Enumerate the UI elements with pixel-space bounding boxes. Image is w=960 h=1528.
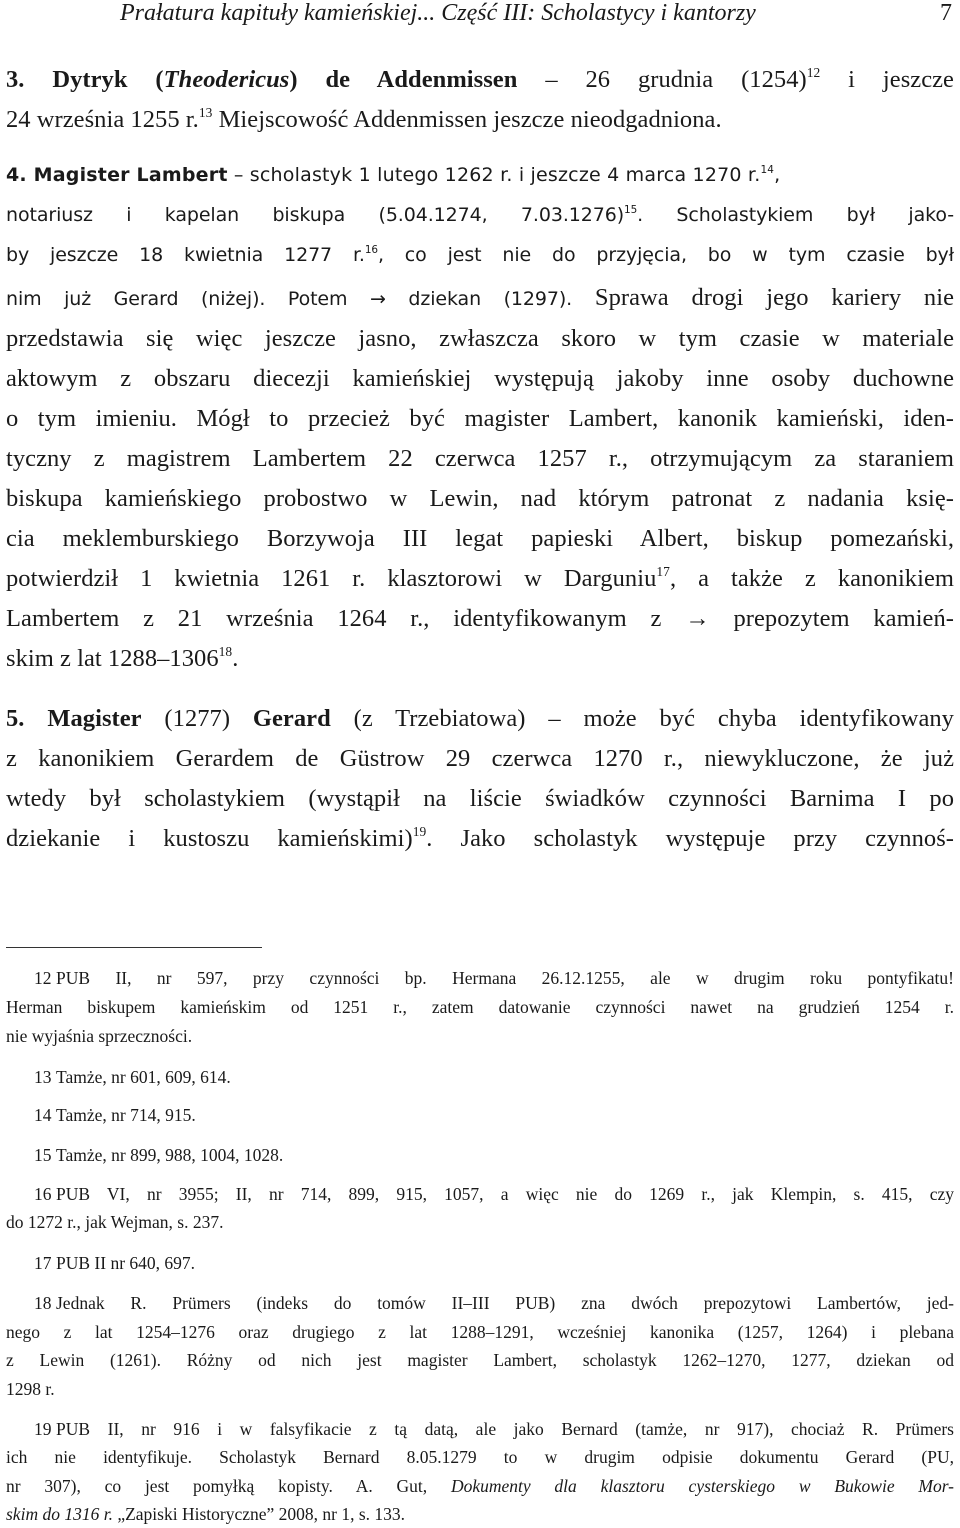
footnote-12-line-2: Herman biskupem kamieńskim od 1251 r., zatem datowanie czynności nawet na grudzień 1254 r. [6,997,954,1017]
entry-5-line-4: dziekanie i kustoszu kamieńskimi)$^{19}$. Jako scholastyk występuje przy czynnoś- [6,825,954,852]
entry-4-line-6: aktowym z obszaru diecezji kamieńskiej występują jakoby inne osoby duchowne [6,365,954,392]
entry-4-line-4: nim już Gerard (niżej). Potem → dziekan (1297). Sprawa drogi jego kariery nie [6,284,954,311]
entry-5-line-2: z kanonikiem Gerardem de Güstrow 29 czerwca 1270 r., niewykluczone, że już [6,745,954,772]
entry-4-line-9: biskupa kamieńskiego probostwo w Lewin, nad którym patronat z nadania księ- [6,485,954,512]
running-header [0,0,960,32]
footnote-separator [6,947,262,948]
entry-4-line-8: tyczny z magistrem Lambertem 22 czerwca 1257 r., otrzymującym za staraniem [6,445,954,472]
footnote-13: 13 Tamże, nr 601, 609, 614. [34,1067,231,1087]
entry-5-line-1: 5. Magister (1277) Gerard (z Trzebiatowa) – może być chyba identyfikowany [6,705,954,732]
entry-4-line-7: o tym imieniu. Mógł to przecież być magister Lambert, kanonik kamieński, iden- [6,405,954,432]
entry-3-line-1: 3. Dytryk (Theodericus) de Addenmissen – 26 grudnia $(1254)^{12}$ i jeszcze [6,66,954,93]
footnote-17: 17 PUB II nr 640, 697. [34,1253,196,1273]
entry-3-line-2: 24 września 1255 r.$^{13}$ Miejscowość Addenmissen jeszcze nieodgadniona. [6,106,722,133]
footnote-12: 12 PUB II, nr 597, przy czynności bp. Hermana 26.12.1255, ale w drugim roku pontyfikatu! [34,968,954,988]
footnote-19-line-4: skim do 1316 r. „Zapiski Historyczne” 2008, nr 1, s. 133. [6,1504,406,1524]
entry-4-line-12: Lambertem z 21 września 1264 r., identyfikowanym z → prepozytem kamień- [6,605,954,632]
footnote-18-line-2: nego z lat 1254–1276 oraz drugiego z lat 1288–1291, wcześniej kanonika (1257, 1264) i plebana [6,1322,954,1342]
footnote-18-line-3: z Lewin (1261). Różny od nich jest magister Lambert, scholastyk 1262–1270, 1277, dziekan od [6,1350,954,1370]
footnote-18-line-4: 1298 r. [6,1379,55,1399]
footnote-16-line-2: do 1272 r., jak Wejman, s. 237. [6,1212,224,1232]
footnote-19-line-2: ich nie identyfikuje. Scholastyk Bernard 8.05.1279 to w drugim odpisie dokumentu Gerard (PU, [6,1447,954,1467]
entry-4-line-1: 4. Magister Lambert – scholastyk 1 lutego 1262 r. i jeszcze 4 marca 1270 r.$^{14}$, [6,164,781,186]
page-number: 7 [940,0,952,26]
entry-4-line-2: notariusz i kapelan biskupa (5.04.1274, 7.03.1276)$^{15}$. Scholastykiem był jako- [6,204,954,226]
footnote-12-line-3: nie wyjaśnia sprzeczności. [6,1026,193,1046]
entry-4-line-13: skim z lat 1288–1306$^{18}$. [6,645,239,672]
footnote-15: 15 Tamże, nr 899, 988, 1004, 1028. [34,1145,284,1165]
entry-5-line-3: wtedy był scholastykiem (wystąpił na liście świadków czynności Barnima I po [6,785,954,812]
entry-4-line-10: cia meklemburskiego Borzywoja III legat papieski Albert, biskup pomezański, [6,525,954,552]
footnote-19: 19 PUB II, nr 916 i w falsyfikacie z tą datą, ale jako Bernard (tamże, nr 917), chociaż R. Prümers [34,1419,954,1439]
running-title: Prałatura kapituły kamieńskiej... Część III: Scholastycy i kantorzy [120,0,756,26]
footnote-14: 14 Tamże, nr 714, 915. [34,1105,196,1125]
footnote-18: 18 Jednak R. Prümers (indeks do tomów II–III PUB) zna dwóch prepozytowi Lambertów, jed- [34,1293,954,1313]
entry-4-line-11: potwierdził 1 kwietnia 1261 r. klasztorowi w Darguniu$^{17}$, a także z kanonikiem [6,565,954,592]
footnote-19-line-3: nr 307), co jest pomyłką kopisty. A. Gut, Dokumenty dla klasztoru cysterskiego w Bukowie Mor- [6,1476,954,1496]
entry-4-line-5: przedstawia się więc jeszcze jasno, zwłaszcza skoro w tym czasie w materiale [6,325,954,352]
footnote-16: 16 PUB VI, nr 3955; II, nr 714, 899, 915, 1057, a więc nie do 1269 r., jak Klempin, s. 415, czy [34,1184,954,1204]
entry-4-line-3: by jeszcze 18 kwietnia 1277 r.$^{16}$, co jest nie do przyjęcia, bo w tym czasie był [6,244,954,266]
